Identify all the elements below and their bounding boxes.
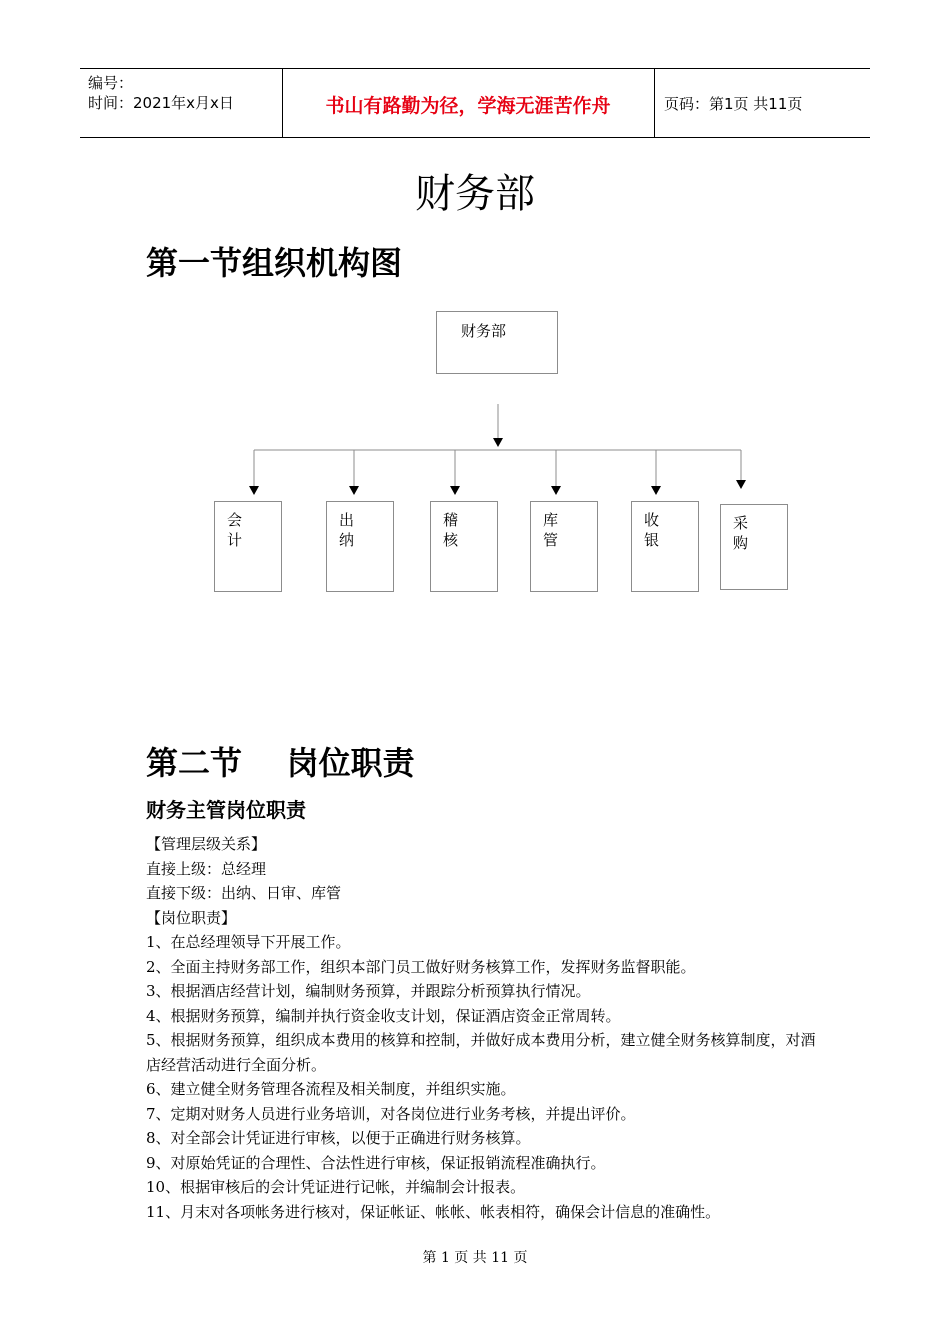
body-line: 9、对原始凭证的合理性、合法性进行审核，保证报销流程准确执行。 — [146, 1153, 606, 1172]
org-node-label: 出纳 — [339, 511, 355, 549]
body-line: 【岗位职责】 — [146, 908, 237, 927]
arrow-head — [450, 486, 460, 495]
arrow-head — [249, 486, 259, 495]
body-line: 直接上级：总经理 — [146, 859, 267, 878]
duties-body — [146, 832, 816, 1224]
org-node-label: 采购 — [733, 514, 749, 552]
body-line: 1、在总经理领导下开展工作。 — [146, 933, 351, 951]
body-line: 2、全面主持财务部工作，组织本部门员工做好财务核算工作，发挥财务监督职能。 — [146, 957, 696, 976]
org-node-label: 稽核 — [443, 511, 459, 549]
body-line: 5、根据财务预算，组织成本费用的核算和控制，并做好成本费用分析，建立健全财务核算制度，对酒店经营活动进行全面分析。 — [146, 1031, 816, 1074]
subsection-title: 财务主管岗位职责 — [146, 798, 306, 822]
org-node-root-label: 财务部 — [461, 322, 507, 340]
body-line: 4、根据财务预算，编制并执行资金收支计划，保证酒店资金正常周转。 — [146, 1006, 621, 1025]
section2-title: 第二节 岗位职责 — [146, 744, 415, 782]
header-code-label: 编号： — [88, 74, 134, 92]
body-line: 11、月末对各项帐务进行核对，保证帐证、帐帐、帐表相符，确保会计信息的准确性。 — [146, 1202, 721, 1221]
page-footer: 第 1 页 共 11 页 — [422, 1250, 528, 1266]
body-line: 3、根据酒店经营计划，编制财务预算，并跟踪分析预算执行情况。 — [146, 982, 591, 1000]
org-node-label: 会计 — [227, 511, 243, 549]
org-node-warehouse — [530, 501, 598, 592]
body-line: 10、根据审核后的会计凭证进行记帐，并编制会计报表。 — [146, 1178, 526, 1196]
arrow-head — [349, 486, 359, 495]
header-motto: 书山有路勤为径，学海无涯苦作舟 — [325, 95, 611, 117]
header-time-label: 时间：2021年x月x日 — [88, 94, 234, 112]
body-line: 6、建立健全财务管理各流程及相关制度，并组织实施。 — [146, 1080, 516, 1098]
arrow-head — [493, 438, 503, 447]
arrow-head — [736, 480, 746, 489]
header-page-info: 页码：第1页 共11页 — [664, 95, 803, 113]
org-node-cashier — [326, 501, 394, 592]
org-node-audit — [430, 501, 498, 592]
body-line: 8、对全部会计凭证进行审核，以便于正确进行财务核算。 — [146, 1129, 531, 1147]
org-node-root — [436, 311, 558, 374]
org-node-purchasing — [720, 504, 788, 590]
document-title: 财务部 — [415, 171, 535, 217]
arrow-head — [551, 486, 561, 495]
section1-title: 第一节组织机构图 — [146, 244, 403, 282]
arrow-head — [651, 486, 661, 495]
body-line: 直接下级：出纳、日审、库管 — [146, 884, 342, 902]
body-line: 7、定期对财务人员进行业务培训，对各岗位进行业务考核，并提出评价。 — [146, 1104, 636, 1123]
org-node-label: 库管 — [543, 511, 559, 549]
org-node-cashier-register — [631, 501, 699, 592]
org-node-accounting — [214, 501, 282, 592]
body-line: 【管理层级关系】 — [146, 835, 267, 853]
org-node-label: 收银 — [644, 511, 660, 549]
